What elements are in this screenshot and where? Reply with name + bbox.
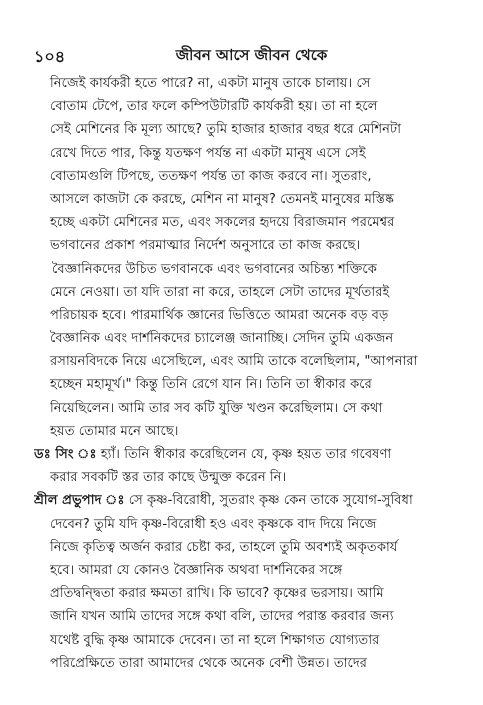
text-line — [34, 350, 471, 373]
text-line — [34, 605, 471, 628]
line-text: দেবেন? তুমি যদি কৃষ্ণ-বিরোধী হও এবং কৃষ্ণকে বাদ দিয়ে নিজে — [50, 516, 377, 532]
text-line — [34, 304, 471, 327]
text-line — [34, 466, 471, 489]
text-line — [34, 489, 471, 512]
page-header — [34, 44, 469, 68]
line-text: হচ্ছেন মহামূর্খ।" কিন্তু তিনি রেগে যান নি। তিনি তা স্বীকার করে — [50, 377, 372, 393]
text-line — [34, 211, 471, 234]
text-line — [34, 536, 471, 559]
line-text: হ্যাঁ। তিনি স্বীকার করেছিলেন যে, কৃষ্ণ হয়ত তার গবেষণা — [96, 447, 392, 462]
text-line — [34, 420, 471, 443]
text-line — [34, 513, 471, 536]
page-number: ১০৪ — [34, 47, 66, 66]
text-line — [34, 373, 471, 396]
line-text: বোতামগুলি টিপছে, ততক্ষণ পর্যন্ত তা কাজ করবে না। সুতরাং, — [50, 168, 372, 184]
line-text: রেখে দিতে পার, কিন্তু যতক্ষণ পর্যন্ত না একটা মানুষ এসে সেই — [50, 145, 366, 161]
text-line — [34, 582, 471, 605]
line-text: পরিচায়ক হবে। পারমার্থিক জ্ঞানের ভিত্তিতে আমরা অনেক বড় বড় — [50, 307, 389, 323]
line-text: নিয়েছিলেন। আমি তার সব কটি যুক্তি খণ্ডন করেছিলাম। সে কথা — [50, 400, 383, 416]
line-text: প্রতিদ্বন্দ্বিতা করার ক্ষমতা রাখি। কি ভাবে? কৃষ্ণের ভরসায়। আমি — [50, 586, 384, 602]
line-text: নিজে কৃতিত্ব অর্জন করার চেষ্টা কর, তাহলে তুমি অবশ্যই অকৃতকার্য — [50, 539, 398, 555]
line-text: সে কৃষ্ণ-বিরোধী, সুতরাং কৃষ্ণ কেন তাকে সুযোগ-সুবিধা — [124, 493, 413, 509]
line-text: করার সবকটি স্তর তার কাছে উন্মুক্ত করেন নি। — [50, 470, 287, 486]
line-text: বৈজ্ঞানিকদের উচিত ভগবানকে এবং ভগবানের অচিন্ত্য শক্তিকে — [52, 261, 377, 277]
line-text: সেই মেশিনের কি মূল্য আছে? তুমি হাজার হাজার বছর ধরে মেশিনটা — [50, 122, 402, 138]
text-line — [34, 327, 471, 350]
line-text: নিজেই কার্যকরী হতে পারে? না, একটা মানুষ তাকে চালায়। সে — [50, 76, 371, 91]
text-line — [34, 142, 471, 165]
body-text — [34, 72, 471, 675]
line-text: পরিপ্রেক্ষিতে তারা আমাদের থেকে অনেক বেশী উন্নত। তাদের — [50, 655, 368, 671]
line-text: মেনে নেওয়া। তা যদি তারা না করে, তাহলে সেটা তাদের মূর্খতারই — [50, 284, 390, 300]
text-line — [34, 559, 471, 582]
text-line — [34, 652, 471, 675]
line-text: হচ্ছে একটা মেশিনের মত, এবং সকলের হৃদয়ে বিরাজমান পরমেশ্বর — [50, 215, 395, 231]
line-text: আসলে কাজটা কে করছে, মেশিন না মানুষ? তেমনই মানুষের মস্তিষ্ক — [50, 191, 394, 207]
text-line — [34, 443, 471, 466]
line-text: ভগবানের প্রকাশ পরমাত্মার নির্দেশ অনুসারে তা কাজ করছে। — [50, 238, 361, 254]
line-text: জানি যখন আমি তাদের সঙ্গে কথা বলি, তাদের পরাস্ত করবার জন্য — [50, 609, 394, 625]
speaker-label: শ্রীল প্রভুপাদ ঃ — [34, 493, 125, 509]
text-line — [34, 281, 471, 304]
line-text: বোতাম টেপে, তার ফলে কম্পিউটারটি কার্যকরী হয়। তা না হলে — [50, 99, 378, 115]
text-line — [34, 629, 471, 652]
text-line — [34, 258, 471, 281]
text-line — [34, 72, 471, 95]
line-text: রসায়নবিদকে নিয়ে এসেছিলে, এবং আমি তাকে বলেছিলাম, "আপনারা — [50, 354, 418, 370]
text-line — [34, 234, 471, 257]
text-line — [34, 95, 471, 118]
line-text: বৈজ্ঞানিক এবং দার্শনিকদের চ্যালেঞ্জ জানাচ্ছি। সেদিন তুমি একজন — [50, 331, 394, 347]
line-text: যথেষ্ট বুদ্ধি কৃষ্ণ আমাকে দেবেন। তা না হলে শিক্ষাগত যোগ্যতার — [50, 632, 380, 648]
line-text: হবে। আমরা যে কোনও বৈজ্ঞানিক অথবা দার্শনিকের সঙ্গে — [50, 562, 343, 578]
text-line — [34, 188, 471, 211]
text-line — [34, 165, 471, 188]
text-line — [34, 118, 471, 141]
speaker-label: ডঃ সিং ঃ — [34, 447, 97, 462]
text-line — [34, 397, 471, 420]
line-text: হয়ত তোমার মনে আছে। — [50, 423, 179, 439]
running-title: জীবন আসে জীবন থেকে — [175, 46, 328, 64]
